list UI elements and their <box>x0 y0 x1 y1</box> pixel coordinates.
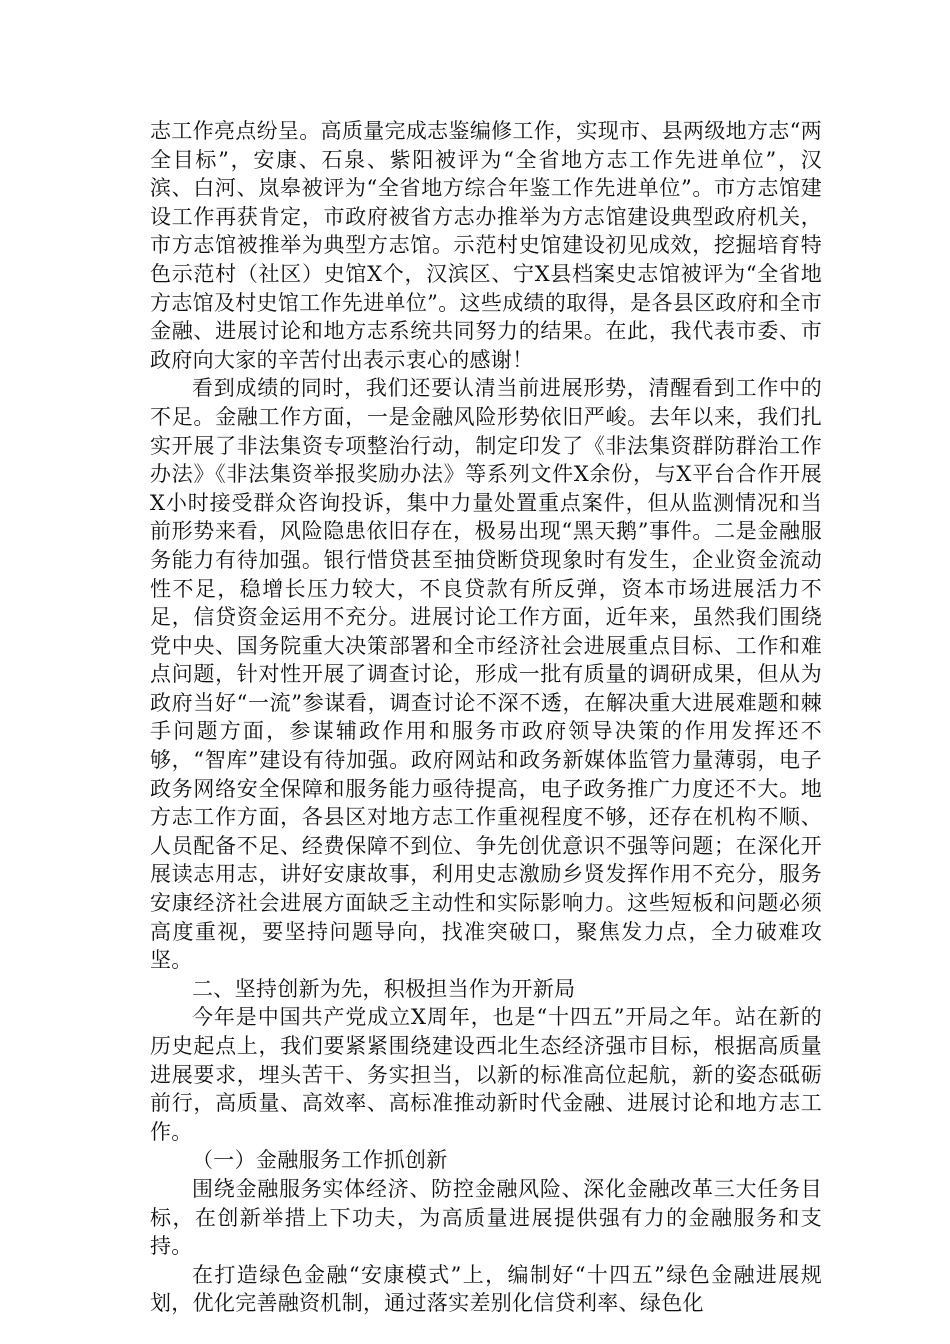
paragraph-achievements: 志工作亮点纷呈。高质量完成志鉴编修工作，实现市、县两级地方志“两全目标”，安康、石泉、紫阳被评为“全省地方志工作先进单位”，汉滨、白河、岚皋被评为“全省地方综合年鉴工作先进单位”。市方志馆建设工作再获肯定，市政府被省方志办推举为方志馆建设典型政府机关，市方志馆被推举为典型方志馆。示范村史馆建设初见成效，挖掘培育特色示范村（社区）史馆X个，汉滨区、宁X县档案史志馆被评为“全省地方志馆及村史馆工作先进单位”。这些成绩的取得，是各县区政府和全市金融、进展讨论和地方志系统共同努力的结果。在此，我代表市委、市政府向大家的辛苦付出表示衷心的感谢！ <box>150 119 822 372</box>
document-body <box>150 117 822 1318</box>
section-heading: 二、坚持创新为先，积极担当作为开新局 <box>192 976 576 1001</box>
paragraph-green-finance: 在打造绿色金融“安康模式”上，编制好“十四五”绿色金融进展规划，优化完善融资机制，通过落实差别化信贷利率、绿色化 <box>150 1262 822 1316</box>
paragraph-shortcomings: 看到成绩的同时，我们还要认清当前进展形势，清醒看到工作中的不足。金融工作方面，一是金融风险形势依旧严峻。去年以来，我们扎实开展了非法集资专项整治行动，制定印发了《非法集资群防群治工作办法》《非法集资举报奖励办法》等系列文件X余份，与X平台合作开展X小时接受群众咨询投诉，集中力量处置重点案件，但从监测情况和当前形势来看，风险隐患依旧存在，极易出现“黑天鹅”事件。二是金融服务能力有待加强。银行惜贷甚至抽贷断贷现象时有发生，企业资金流动性不足，稳增长压力较大，不良贷款有所反弹，资本市场进展活力不足，信贷资金运用不充分。进展讨论工作方面，近年来，虽然我们围绕党中央、国务院重大决策部署和全市经济社会进展重点目标、工作和难点问题，针对性开展了调查讨论，形成一批有质量的调研成果，但从为政府当好“一流”参谋看，调查讨论不深不透，在解决重大进展难题和棘手问题方面，参谋辅政作用和服务市政府领导决策的作用发挥还不够，“智库”建设有待加强。政府网站和政务新媒体监管力量薄弱，电子政务网络安全保障和服务能力亟待提高，电子政务推广力度还不大。地方志工作方面，各县区对地方志工作重视程度不够，还存在机构不顺、人员配备不足、经费保障不到位、争先创优意识不强等问题；在深化开展读志用志，讲好安康故事，利用史志激励乡贤发挥作用不充分，服务安康经济社会进展方面缺乏主动性和实际影响力。这些短板和问题必须高度重视，要坚持问题导向，找准突破口，聚焦发力点，全力破难攻坚。 <box>150 376 822 973</box>
paragraph-new-start: 今年是中国共产党成立X周年，也是“十四五”开局之年。站在新的历史起点上，我们要紧紧围绕建设西北生态经济强市目标，根据高质量进展要求，埋头苦干、务实担当，以新的标准高位起航，新的姿态砥砺前行，高质量、高效率、高标准推动新时代金融、进展讨论和地方志工作。 <box>150 1005 822 1144</box>
paragraph-financial-goals: 围绕金融服务实体经济、防控金融风险、深化金融改革三大任务目标，在创新举措上下功夫，为高质量进展提供强有力的金融服务和支持。 <box>150 1176 822 1259</box>
subsection-heading: （一）金融服务工作抓创新 <box>192 1148 448 1173</box>
